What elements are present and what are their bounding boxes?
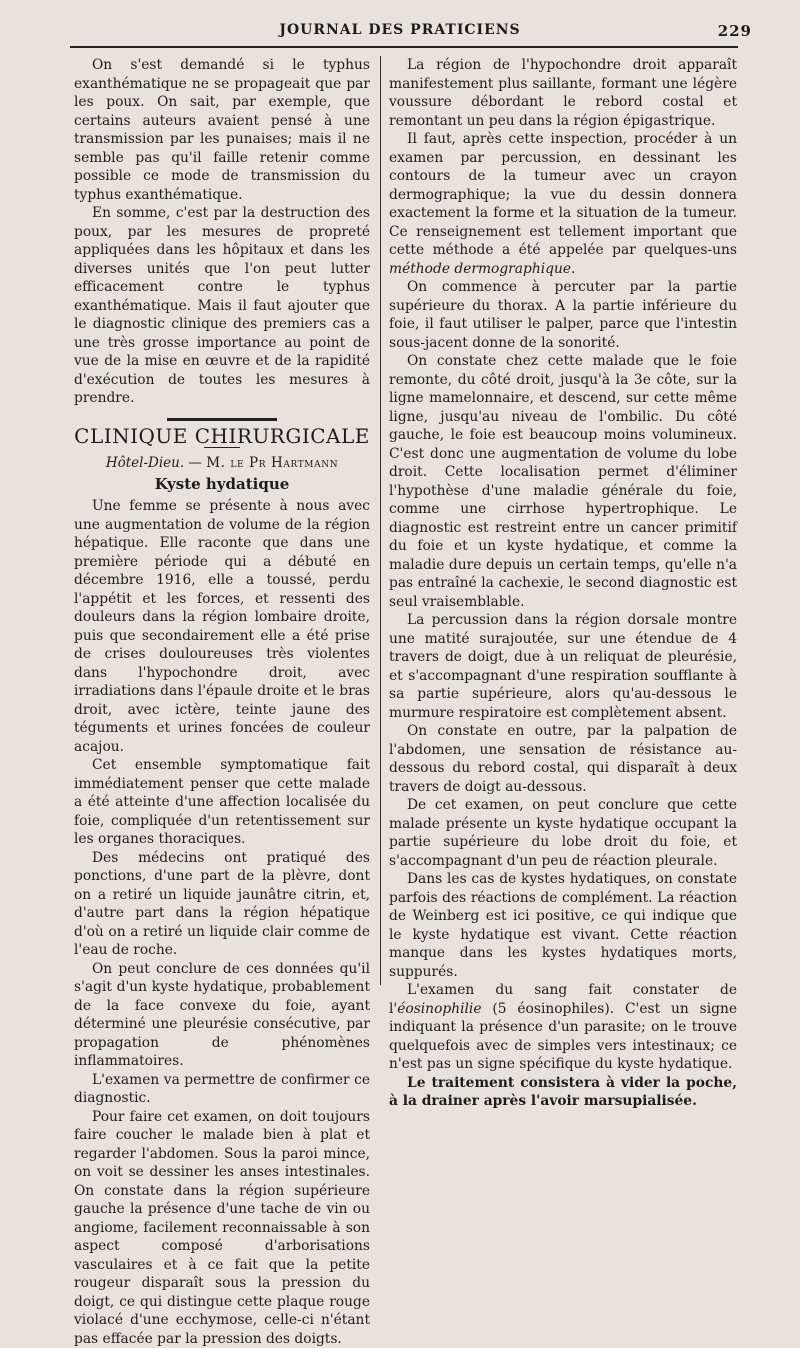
paragraph: L'examen va permettre de confirmer ce diagnostic. [74,1071,370,1108]
paragraph: La percussion dans la région dorsale montre une matité surajoutée, sur une étendue de 4 travers de doigt, due à un reliquat de pleurésie, et s'accompagnant d'une respiration soufflante à sa partie supérieure, alors qu'au-dessous le murmure respiratoire est complètement absent. [389,611,737,722]
right-column [389,56,737,995]
section-title: CLINIQUE CHIRURGICALE [74,427,370,446]
header-rule [70,46,738,48]
byline-place: Hôtel-Dieu. [106,455,184,471]
article-subtitle: Kyste hydatique [74,475,370,494]
paragraph: Une femme se présente à nous avec une augmentation de volume de la région hépatique. Elle raconte que dans une première période qui a débuté en décembre 1916, elle a toussé, perdu l'appétit et les forces, et ressenti des douleurs dans la région lombaire droite, puis que secondairement elle a été prise de crises douloureuses très violentes dans l'hypochondre droit, avec irradiations dans l'épaule droite et le bras droit, avec ictère, teinte jaune des téguments et urines foncées de couleur acajou. [74,497,370,756]
paragraph [389,130,737,278]
paragraph: On peut conclure de ces données qu'il s'agit d'un kyste hydatique, probablement de la face convexe du foie, ayant déterminé une pleurésie consécutive, par propagation de phénomènes inflammatoires. [74,960,370,1071]
journal-title: JOURNAL DES PRATICIENS [60,22,740,38]
text-run: (5 éosinophiles). C'est un signe indiquant la présence d'un parasite; on le trouve quelquefois avec de simples vers intestinaux; ce n'est pas un signe spécifique du kyste hydatique. [389,1001,737,1073]
paragraph: Le traitement consistera à vider la poche, à la drainer après l'avoir marsupialisée. [389,1074,737,1111]
paragraph: On commence à percuter par la partie supérieure du thorax. A la partie inférieure du foie, il faut utiliser le palper, parce que l'intestin sous-jacent donne de la sonorité. [389,278,737,352]
left-column [74,56,370,995]
column-divider [380,56,381,985]
paragraph [389,981,737,1074]
emphasis: éosinophilie [397,1001,481,1017]
byline [74,454,370,473]
paragraph: On constate chez cette malade que le foie remonte, du côté droit, jusqu'à la 3e côte, sur la ligne mamelonnaire, et descend, sur cette même ligne, jusqu'au niveau de l'ombilic. Du côté gauche, le foie est beaucoup moins volumineux. C'est donc une augmentation de volume du lobe droit. Cette localisation permet d'éliminer l'hypothèse d'une maladie générale du foie, comme une cirrhose hypertrophique. Le diagnostic est restreint entre un cancer primitif du foie et un kyste hydatique, et comme la maladie dure depuis un certain temps, qu'elle n'a pas entraîné la cachexie, le second diagnostic est seul vraisemblable. [389,352,737,611]
paragraph: En somme, c'est par la destruction des poux, par les mesures de propreté appliquées dans les hôpitaux et dans les diverses unités que l'on peut lutter efficacement contre le typhus exanthématique. Mais il faut ajouter que le diagnostic clinique des premiers cas a une très grosse importance au point de vue de la mise en œuvre et de la rapidité d'exécution de toutes les mesures à prendre. [74,204,370,408]
paragraph: La région de l'hypochondre droit apparaît manifestement plus saillante, formant une légère voussure débordant le rebord costal et remontant un peu dans la région épigastrique. [389,56,737,130]
paragraph: Dans les cas de kystes hydatiques, on constate parfois des réactions de complément. La réaction de Weinberg est ici positive, ce qui indique que le kyste hydatique est vivant. Cette réaction manque dans les kystes hydatiques morts, suppurés. [389,870,737,981]
text-run: Il faut, après cette inspection, procéder à un examen par percussion, en dessinant les contours de la tumeur avec un crayon dermographique; la vue du dessin donnera exactement la forme et la situation de la tumeur. Ce renseignement est tellement important que cette méthode a été appelée par quelques-uns [389,131,737,258]
byline-dash: — [188,455,202,471]
paragraph: Pour faire cet examen, on doit toujours faire coucher le malade bien à plat et regarder l'abdomen. Sous la paroi mince, on voit se dessiner les anses intestinales. On constate dans la région supérieure gauche la présence d'une tache de vin ou angiome, facilement reconnaissable à son aspect composé d'arborisations vasculaires et à ce fait que la petite rougeur disparaît sous la pression du doigt, ce qui distingue cette plaque rouge violacé d'une ecchymose, celle-ci n'étant pas effacée par la pression des doigts. [74,1108,370,1348]
section-rule [167,418,277,421]
text-run: L'examen du sang fait constater de l' [389,982,737,1017]
paragraph: De cet examen, on peut conclure que cette malade présente un kyste hydatique occupant la partie supérieure du lobe droit du foie, et s'accompagnant d'un peu de réaction pleurale. [389,796,737,870]
running-head [60,22,740,44]
paragraph: Des médecins ont pratiqué des ponctions, d'une part de la plèvre, dont on a retiré un liquide jaunâtre citrin, et, d'autre part dans la région hépatique d'où on a retiré un liquide clair comme de l'eau de roche. [74,849,370,960]
paragraph: On constate en outre, par la palpation de l'abdomen, une sensation de résistance au-dessous du rebord costal, qui disparaît à deux travers de doigt au-dessous. [389,722,737,796]
paragraph: On s'est demandé si le typhus exanthématique ne se propageait que par les poux. On sait, par exemple, que certains auteurs avaient pensé à une transmission par les punaises; mais il ne semble pas qu'il faille retenir comme possible ce mode de transmission du typhus exanthématique. [74,56,370,204]
paragraph: Cet ensemble symptomatique fait immédiatement penser que cette malade a été atteinte d'une affection localisée du foie, compliquée d'un retentissement sur les organes thoraciques. [74,756,370,849]
byline-author: M. le Pr Hartmann [206,455,338,471]
text-run: . [571,261,575,277]
page-number: 229 [718,22,752,40]
emphasis: méthode dermographique [389,261,571,277]
